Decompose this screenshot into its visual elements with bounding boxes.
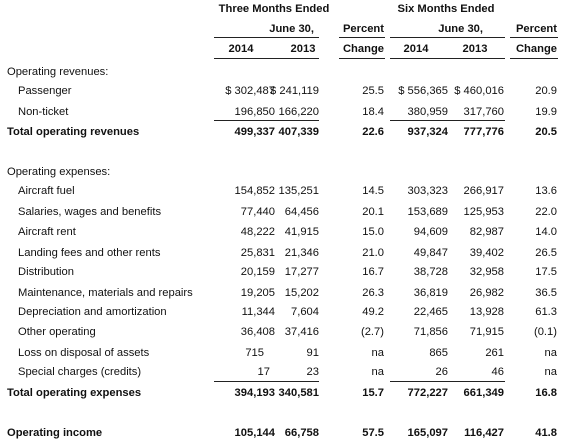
cell-value: 21.0 [362,247,384,259]
cell-value: 61.3 [535,306,557,318]
cell-value: 22,465 [413,306,448,318]
header-change-6m: Change [515,43,557,55]
cell-value: 15.7 [362,387,384,399]
row-label-operating-income: Operating income [7,427,103,439]
cell-value: 46 [491,366,504,378]
cell-value: 20.1 [362,206,384,218]
cell-value: 20,159 [240,266,275,278]
cell-value: 18.4 [362,106,384,118]
header-percent-3m: Percent [342,23,384,35]
cell-value: 7,604 [291,306,319,318]
cell-value: 380,959 [407,106,448,118]
cell-value: $ 460,016 [454,85,504,97]
header-underline [510,58,558,59]
cell-value: 25.5 [362,85,384,97]
cell-value: 66,758 [284,427,319,439]
row-label-passenger: Passenger [18,85,72,97]
cell-value: 266,917 [463,185,504,197]
header-year-2013-6m: 2013 [462,43,488,55]
header-three-months-sub: June 30, [269,23,314,35]
header-six-months-sub: June 30, [438,23,483,35]
cell-value: 48,222 [240,226,275,238]
row-label-depreciation: Depreciation and amortization [18,306,167,318]
cell-value: 865 [429,347,448,359]
cell-value: 777,776 [463,126,504,138]
cell-value: 49,847 [413,247,448,259]
cell-value: 196,850 [234,106,275,118]
cell-value: 71,856 [413,326,448,338]
cell-value: 16.8 [535,387,557,399]
cell-value: $ 241,119 [270,85,319,97]
header-six-months: Six Months Ended [397,3,495,15]
row-label-other-operating: Other operating [18,326,96,338]
cell-value: 37,416 [284,326,319,338]
cell-value: 39,402 [469,247,504,259]
cell-value: 261 [485,347,504,359]
cell-value: 82,987 [469,226,504,238]
cell-value: 23 [306,366,319,378]
cell-value: 26 [435,366,448,378]
cell-value: 94,609 [413,226,448,238]
cell-value: 38,728 [413,266,448,278]
cell-value: 15.0 [362,226,384,238]
total-underline [214,120,319,121]
row-label-non-ticket: Non-ticket [18,106,69,118]
cell-value: 71,915 [469,326,504,338]
cell-value: 13,928 [469,306,504,318]
header-underline [339,58,385,59]
cell-value: (2.7) [360,326,384,338]
cell-value: 41.8 [535,427,557,439]
cell-value: 26,982 [469,287,504,299]
cell-value: 153,689 [407,206,448,218]
cell-value: 36,819 [413,287,448,299]
cell-value: 394,193 [234,387,275,399]
row-label-maintenance: Maintenance, materials and repairs [18,287,193,299]
total-underline [214,381,319,382]
row-label-landing-fees: Landing fees and other rents [18,247,161,259]
cell-value: 303,323 [407,185,448,197]
cell-value: 135,251 [278,185,319,197]
cell-value: 407,339 [278,126,319,138]
cell-value: 20.9 [535,85,557,97]
cell-value: 499,337 [234,126,275,138]
cell-value: 49.2 [362,306,384,318]
cell-value: 715 [245,347,264,359]
cell-value: (0.1) [533,326,557,338]
cell-value: na [544,366,557,378]
row-label-distribution: Distribution [18,266,74,278]
cell-value: 64,456 [284,206,319,218]
cell-value: 20.5 [535,126,557,138]
cell-value: na [544,347,557,359]
cell-value: 772,227 [407,387,448,399]
row-label-total-revenues: Total operating revenues [7,126,140,138]
cell-value: 25,831 [240,247,275,259]
cell-value: $ 556,365 [398,85,448,97]
cell-value: 14.5 [362,185,384,197]
cell-value: 17 [257,366,270,378]
section-label-revenues: Operating revenues: [7,66,109,78]
cell-value: 165,097 [407,427,448,439]
row-label-loss-disposal: Loss on disposal of assets [18,347,150,359]
cell-value: 77,440 [240,206,275,218]
header-underline [214,37,319,38]
cell-value: 16.7 [362,266,384,278]
cell-value: 36,408 [240,326,275,338]
total-underline [390,120,505,121]
cell-value: 26.3 [362,287,384,299]
cell-value: 166,220 [278,106,319,118]
cell-value: 125,953 [463,206,504,218]
row-label-special-charges: Special charges (credits) [18,366,142,378]
row-label-total-expenses: Total operating expenses [7,387,142,399]
total-underline [390,381,505,382]
cell-value: 340,581 [278,387,319,399]
header-underline [510,37,558,38]
cell-value: 15,202 [284,287,319,299]
header-underline [214,58,319,59]
header-underline [339,37,385,38]
header-three-months: Three Months Ended [218,3,330,15]
cell-value: 17.5 [535,266,557,278]
cell-value: 11,344 [241,306,275,318]
header-year-2014-6m: 2014 [403,43,429,55]
cell-value: 19.9 [535,106,557,118]
cell-value: 317,760 [463,106,504,118]
row-label-aircraft-fuel: Aircraft fuel [18,185,75,197]
cell-value: 17,277 [284,266,319,278]
cell-value: 41,915 [284,226,319,238]
cell-value: 21,346 [284,247,319,259]
cell-value: 57.5 [362,427,384,439]
cell-value: 105,144 [234,427,275,439]
header-year-2013-3m: 2013 [290,43,316,55]
cell-value: 22.0 [535,206,557,218]
header-percent-6m: Percent [515,23,557,35]
header-underline [390,37,505,38]
header-change-3m: Change [342,43,384,55]
cell-value: 22.6 [362,126,384,138]
header-underline [390,58,505,59]
cell-value: 36.5 [535,287,557,299]
cell-value: na [371,366,384,378]
row-label-aircraft-rent: Aircraft rent [18,226,76,238]
cell-value: 13.6 [535,185,557,197]
cell-value: $ 302,487 [225,85,275,97]
cell-value: 14.0 [535,226,557,238]
cell-value: 661,349 [463,387,504,399]
cell-value: 91 [306,347,319,359]
cell-value: 937,324 [407,126,448,138]
cell-value: 154,852 [234,185,275,197]
cell-value: 32,958 [469,266,504,278]
cell-value: 26.5 [535,247,557,259]
cell-value: na [371,347,384,359]
header-year-2014-3m: 2014 [228,43,254,55]
section-label-expenses: Operating expenses: [7,166,111,178]
row-label-salaries: Salaries, wages and benefits [18,206,162,218]
cell-value: 116,427 [464,427,504,439]
cell-value: 19,205 [240,287,275,299]
